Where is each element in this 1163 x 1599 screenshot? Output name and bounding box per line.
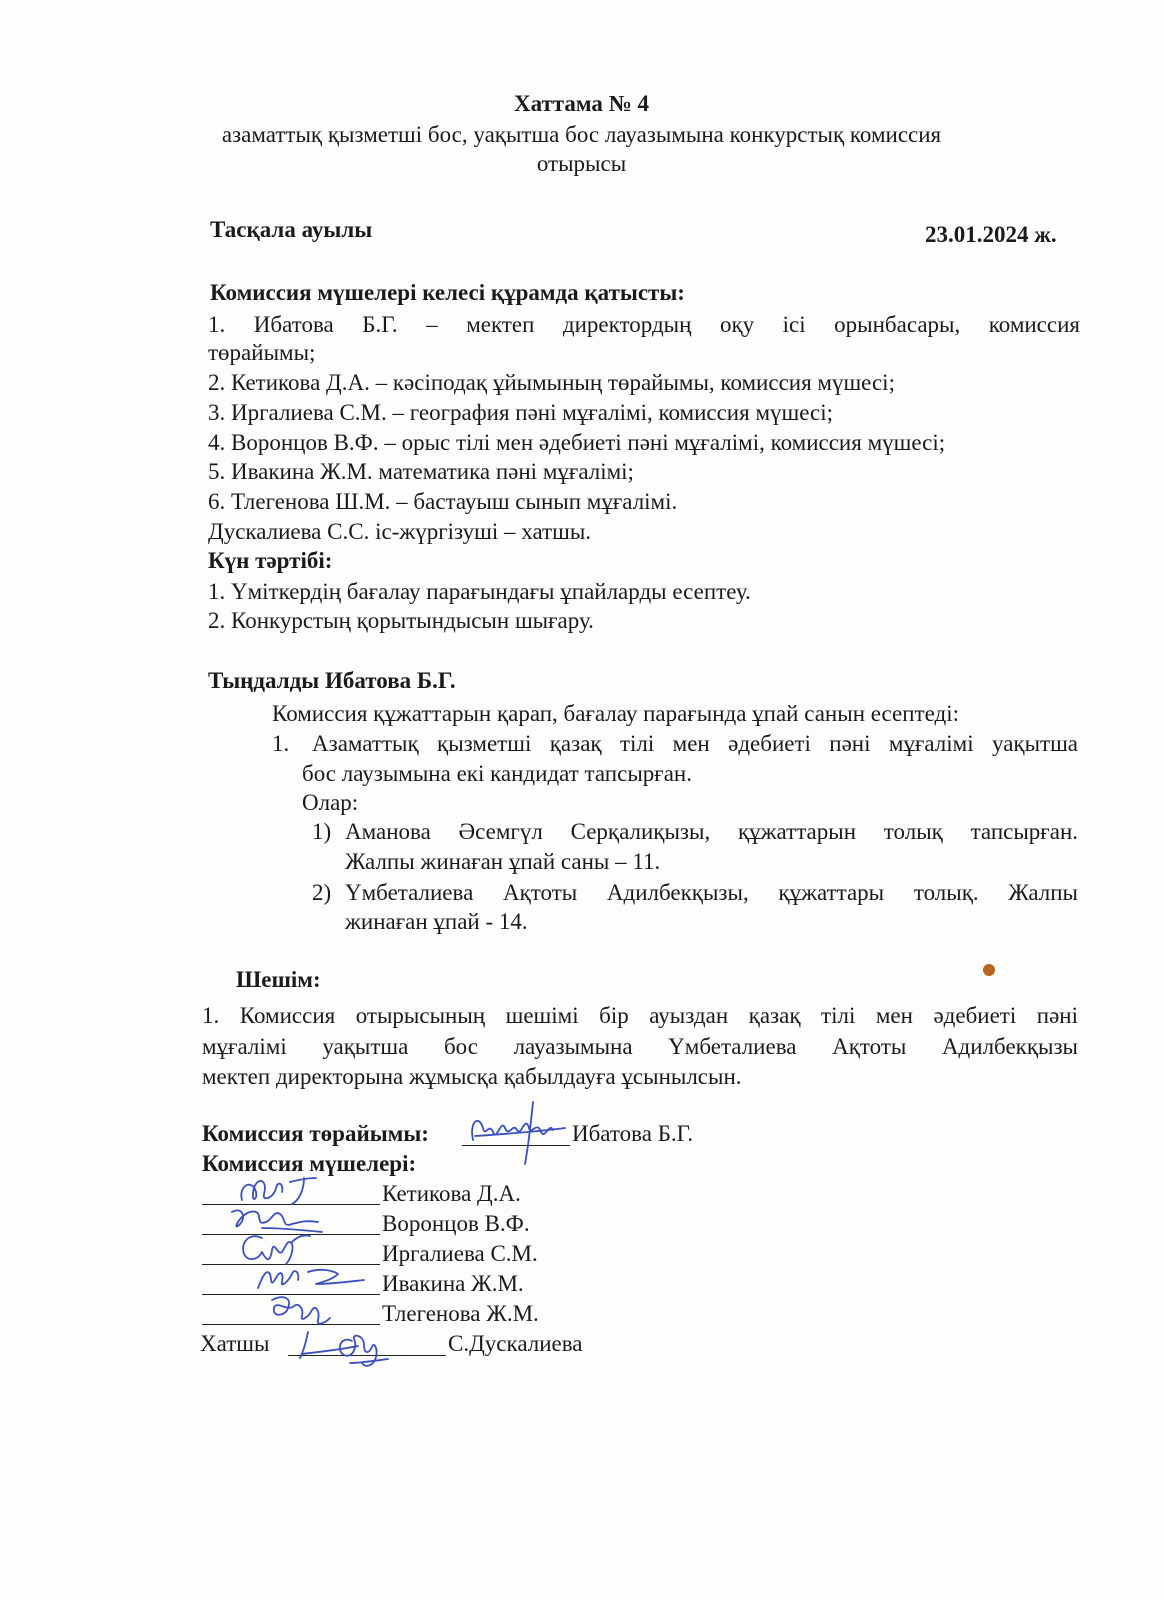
member-item-4: 4. Воронцов В.Ф. – орыс тілі мен әдебиеті пәні мұғалімі, комиссия мүшесі; — [208, 430, 946, 455]
member-4-signature-name: Ивакина Ж.М. — [382, 1271, 524, 1296]
member-1-signature-name: Кетикова Д.А. — [382, 1181, 521, 1206]
candidate-2-line2: жинаған ұпай - 14. — [345, 909, 528, 934]
member-item-5: 5. Ивакина Ж.М. математика пәні мұғалімі; — [208, 459, 634, 484]
chair-label: Комиссия төрайымы: — [202, 1121, 429, 1146]
candidate-2-number: 2) — [312, 880, 332, 905]
place-text: Тасқала ауылы — [210, 217, 373, 242]
heard-heading: Тыңдалды Ибатова Б.Г. — [208, 668, 456, 693]
decision-line3: мектеп директорына жұмысқа қабылдауға ұсынылсын. — [202, 1064, 742, 1089]
candidate-2-line1: Үмбеталиева Ақтоты Адилбекқызы, құжаттары толық. Жалпы — [345, 880, 1078, 905]
candidates-label: Олар: — [302, 790, 359, 815]
heard-point-number: 1. — [272, 731, 290, 756]
document-title: Хаттама № 4 — [513, 91, 649, 116]
document-subtitle-line2: отырысы — [536, 151, 627, 176]
chair-signature — [465, 1092, 575, 1172]
document-subtitle-line1: азаматтық қызметші бос, уақытша бос лауазымына конкурстық комиссия — [221, 122, 942, 147]
candidate-1-line2: Жалпы жинаған ұпай саны – 11. — [345, 849, 661, 874]
member-item-1-line2: төрайымы; — [208, 340, 316, 365]
date-text: 23.01.2024 ж. — [925, 222, 1057, 247]
decision-line1: 1. Комиссия отырысының шешімі бір ауыздан қазақ тілі мен әдебиеті пәні — [202, 1003, 1078, 1028]
member-item-6: 6. Тлегенова Ш.М. – бастауыш сынып мұғалімі. — [208, 489, 678, 514]
member-item-2: 2. Кетикова Д.А. – кәсіподақ ұйымының төрайымы, комиссия мүшесі; — [208, 370, 895, 395]
secretary-line: Дускалиева С.С. іс-жүргізуші – хатшы. — [208, 519, 592, 544]
heard-intro: Комиссия құжаттарын қарап, бағалау парағында ұпай санын есептеді: — [272, 701, 959, 726]
members-signature-label: Комиссия мүшелері: — [202, 1151, 417, 1176]
agenda-heading: Күн тәртібі: — [208, 548, 333, 573]
chair-name: Ибатова Б.Г. — [572, 1121, 694, 1146]
member-item-3: 3. Иргалиева С.М. – география пәні мұғалімі, комиссия мүшесі; — [208, 400, 833, 425]
member-3-signature-name: Иргалиева С.М. — [382, 1241, 538, 1266]
member-item-1-line1: 1. Ибатова Б.Г. – мектеп директордың оқу ісі орынбасары, комиссия — [208, 312, 1080, 337]
member-2-signature-name: Воронцов В.Ф. — [382, 1211, 530, 1236]
agenda-item-1: 1. Үміткердің бағалау парағындағы ұпайларды есептеу. — [208, 579, 751, 604]
heard-point-line1: Азаматтық қызметші қазақ тілі мен әдебиеті пәні мұғалімі уақытша — [312, 731, 1078, 756]
secretary-signature — [330, 1325, 400, 1371]
candidate-1-number: 1) — [312, 819, 332, 844]
members-heading: Комиссия мүшелері келесі құрамда қатысты: — [210, 280, 685, 305]
secretary-label: Хатшы — [200, 1331, 270, 1356]
heard-point-line2: бос лаузымына екі кандидат тапсырған. — [302, 761, 692, 786]
member-5-signature-name: Тлегенова Ж.М. — [382, 1301, 539, 1326]
candidate-1-line1: Аманова Әсемгүл Серқалиқызы, құжаттарын толық тапсырған. — [345, 819, 1078, 844]
decision-heading: Шешім: — [236, 967, 321, 992]
secretary-name: С.Дускалиева — [448, 1331, 583, 1356]
ink-stain — [983, 964, 995, 976]
decision-line2: мұғалімі уақытша бос лауазымына Үмбеталиева Ақтоты Адилбекқызы — [202, 1034, 1078, 1059]
agenda-item-2: 2. Конкурстың қорытындысын шығару. — [208, 608, 594, 633]
